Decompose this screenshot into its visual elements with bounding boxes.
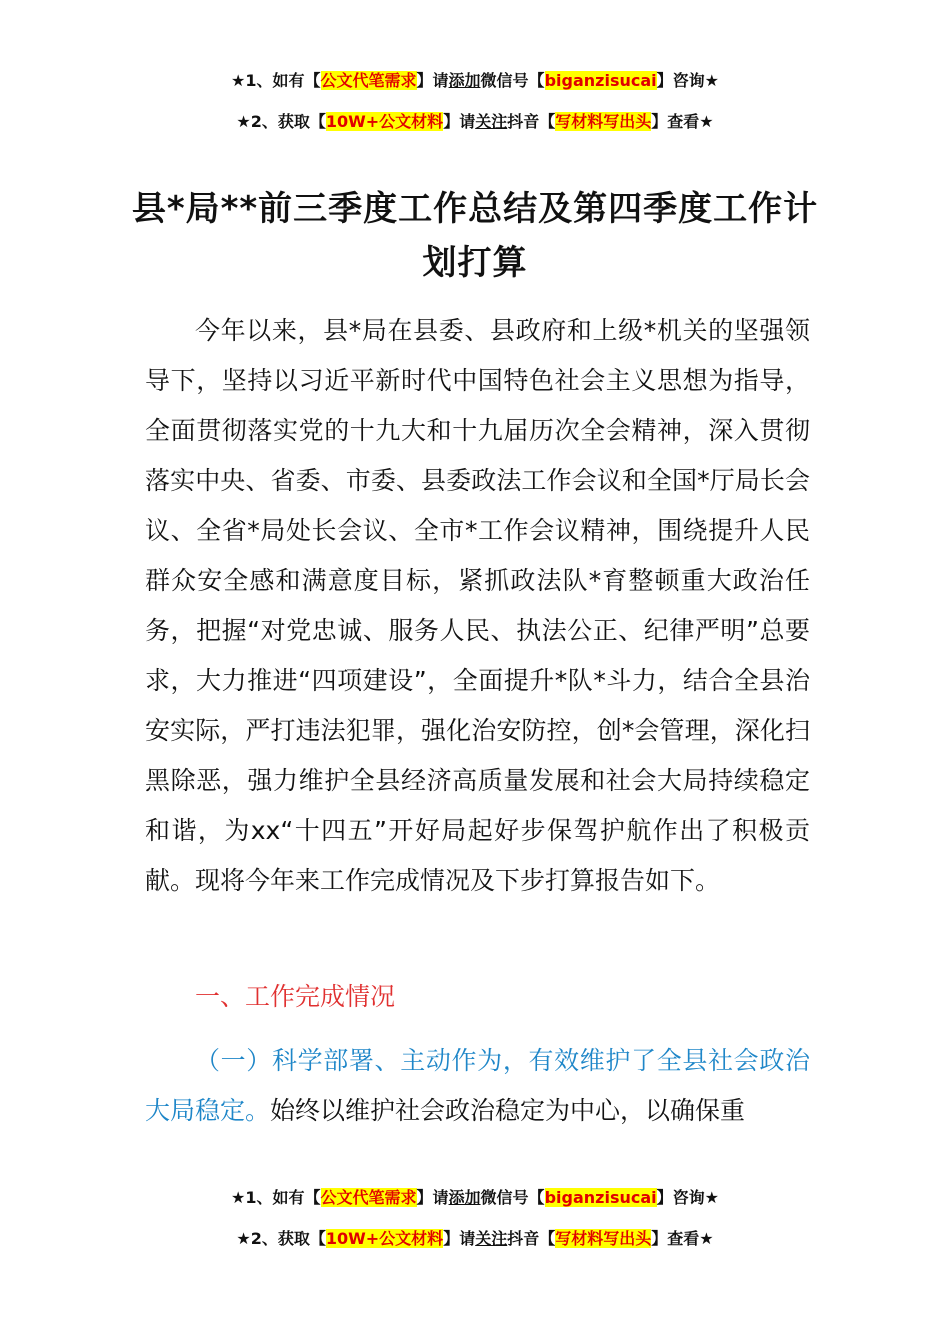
banner-underline: 添加 — [448, 1188, 481, 1207]
banner-highlight: 写材料写出头 — [555, 112, 652, 131]
banner-underline: 关注 — [475, 112, 508, 131]
banner-text: 】请 — [443, 1229, 476, 1248]
section-heading-1: 一、工作完成情况 — [195, 982, 396, 1011]
banner-text: 抖音【 — [507, 1229, 556, 1248]
banner-text: 】查看★ — [651, 112, 714, 131]
banner-text: 微信号【 — [480, 71, 545, 90]
banner-highlight: 写材料写出头 — [555, 1229, 652, 1248]
banner-underline: 关注 — [475, 1229, 508, 1248]
banner-underline: 添加 — [448, 71, 481, 90]
banner-highlight: 10W+公文材料 — [325, 1229, 444, 1248]
banner-text: 微信号【 — [480, 1188, 545, 1207]
banner-text: ★2、获取【 — [236, 112, 326, 131]
banner-highlight: biganzisucai — [544, 71, 657, 90]
banner-text: 】请 — [416, 1188, 449, 1207]
banner-highlight: 公文代笔需求 — [320, 1188, 417, 1207]
banner-text: ★1、如有【 — [231, 71, 321, 90]
banner-highlight: 10W+公文材料 — [325, 112, 444, 131]
banner-text: ★1、如有【 — [231, 1188, 321, 1207]
banner-highlight: biganzisucai — [544, 1188, 657, 1207]
intro-paragraph: 今年以来，县*局在县委、县政府和上级*机关的坚强领导下，坚持以习近平新时代中国特色社会主义思想为指导，全面贯彻落实党的十九大和十九届历次全会精神，深入贯彻落实中央、省委、市委、县委政法工作会议和全国*厅局长会议、全省*局处长会议、全市*工作会议精神，围绕提升人民群众安全感和满意度目标，紧抓政法队*育整顿重大政治任务，把握“对党忠诚、服务人民、执法公正、纪律严明”总要求，大力推进“四项建设”，全面提升*队*斗力，结合全县治安实际，严打违法犯罪，强化治安防控，创*会管理，深化扫黑除恶，强力维护全县经济高质量发展和社会大局持续稳定和谐，为xx“十四五”开好局起好步保驾护航作出了积极贡献。现将今年来工作完成情况及下步打算报告如下。 — [145, 316, 810, 895]
banner-highlight: 公文代笔需求 — [320, 71, 417, 90]
banner-text: 】咨询★ — [656, 1188, 719, 1207]
banner-text: 】查看★ — [651, 1229, 714, 1248]
banner-text: 抖音【 — [507, 112, 556, 131]
banner-text: 】咨询★ — [656, 71, 719, 90]
document-title: 县*局**前三季度工作总结及第四季度工作计划打算 — [131, 189, 819, 283]
subsection-heading-1: （一）科学部署、主动作为，有效维护了全县社会政治大局稳定。 — [145, 1046, 810, 1125]
banner-text: 】请 — [443, 112, 476, 131]
banner-line-2 — [0, 1228, 950, 1250]
subsection-paragraph-1 — [145, 1036, 810, 1136]
banner-text: ★2、获取【 — [236, 1229, 326, 1248]
banner-line-1 — [0, 1187, 950, 1209]
banner-text: 】请 — [416, 71, 449, 90]
banner-line-1 — [0, 70, 950, 92]
subsection-text-1: 始终以维护社会政治稳定为中心，以确保重 — [270, 1096, 746, 1125]
banner-line-2 — [0, 111, 950, 133]
